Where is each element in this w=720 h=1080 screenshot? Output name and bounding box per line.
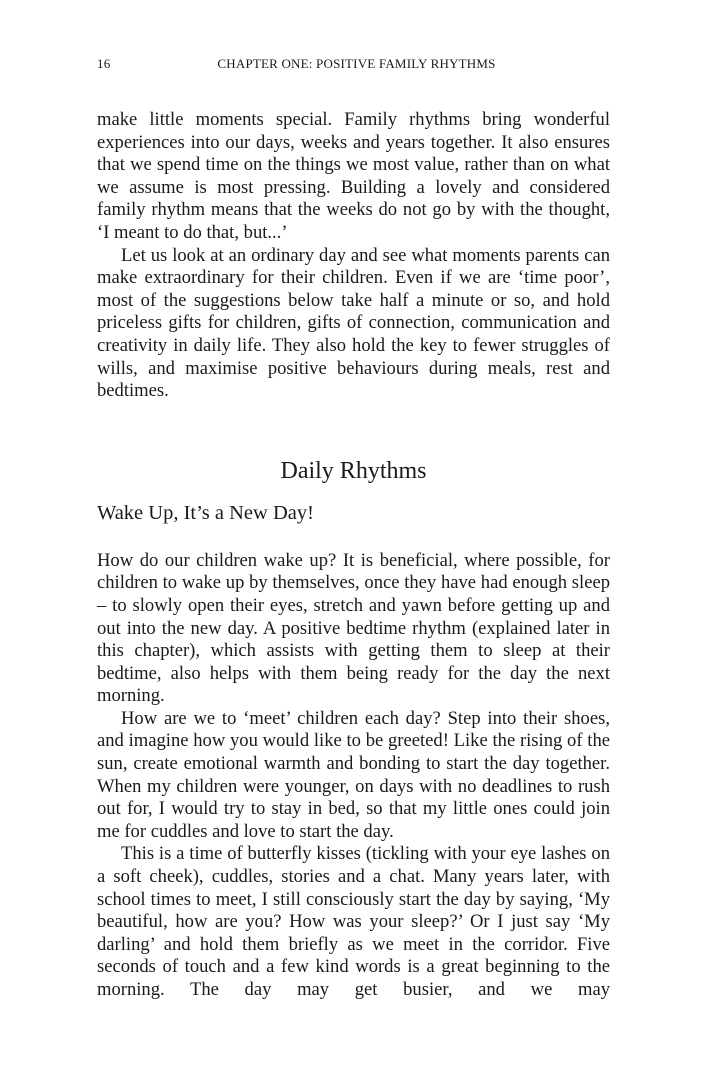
paragraph: make little moments special. Family rhythms bring wonderful experiences into our days, weeks and years together. It also ensures that we spend time on the things we most value, rather than on what we assume is most pressing. Building a lovely and considered family rhythm means that the weeks do not go by with the thought, ‘I meant to do that, but...’ bbox=[97, 109, 610, 243]
running-head bbox=[97, 56, 610, 76]
page-number: 16 bbox=[97, 56, 111, 71]
paragraph: How do our children wake up? It is beneficial, where possible, for children to wake up by themselves, once they have had enough sleep – to slowly open their eyes, stretch and yawn before getting up and out into the new day. A positive bedtime rhythm (explained later in this chapter), which assists with getting them to sleep at their bedtime, also helps with them being ready for the day the next morning. bbox=[97, 549, 610, 707]
paragraph: Let us look at an ordinary day and see what moments parents can make extraordinary for their children. Even if we are ‘time poor’, most of the suggestions below take half a minute or so, and hold priceless gifts for children, gifts of connection, communication and creativity in daily life. They also hold the key to fewer struggles of wills, and maximise positive behaviours during meals, rest and bedtimes. bbox=[97, 244, 610, 402]
paragraph: How are we to ‘meet’ children each day? Step into their shoes, and imagine how you would like to be greeted! Like the rising of the sun, create emotional warmth and bonding to start the day together. When my children were younger, on days with no deadlines to rush out for, I would try to stay in bed, so that my little ones could join me for cuddles and love to start the day. bbox=[97, 707, 610, 842]
section-heading: Daily Rhythms bbox=[280, 457, 427, 484]
paragraph: This is a time of butterfly kisses (tickling with your eye lashes on a soft cheek), cuddles, stories and a chat. Many years later, with school times to meet, I still consciously start the day by saying, ‘My beautiful, how are you? How was your sleep?’ Or I just say ‘My darling’ and hold them briefly as we meet in the corridor. Five seconds of touch and a few kind words is a great beginning to the morning. The day may get busier, and we may bbox=[97, 843, 610, 1000]
chapter-title: CHAPTER ONE: POSITIVE FAMILY RHYTHMS bbox=[217, 56, 496, 71]
page-content bbox=[97, 109, 610, 1002]
subsection-heading: Wake Up, It’s a New Day! bbox=[97, 501, 314, 524]
